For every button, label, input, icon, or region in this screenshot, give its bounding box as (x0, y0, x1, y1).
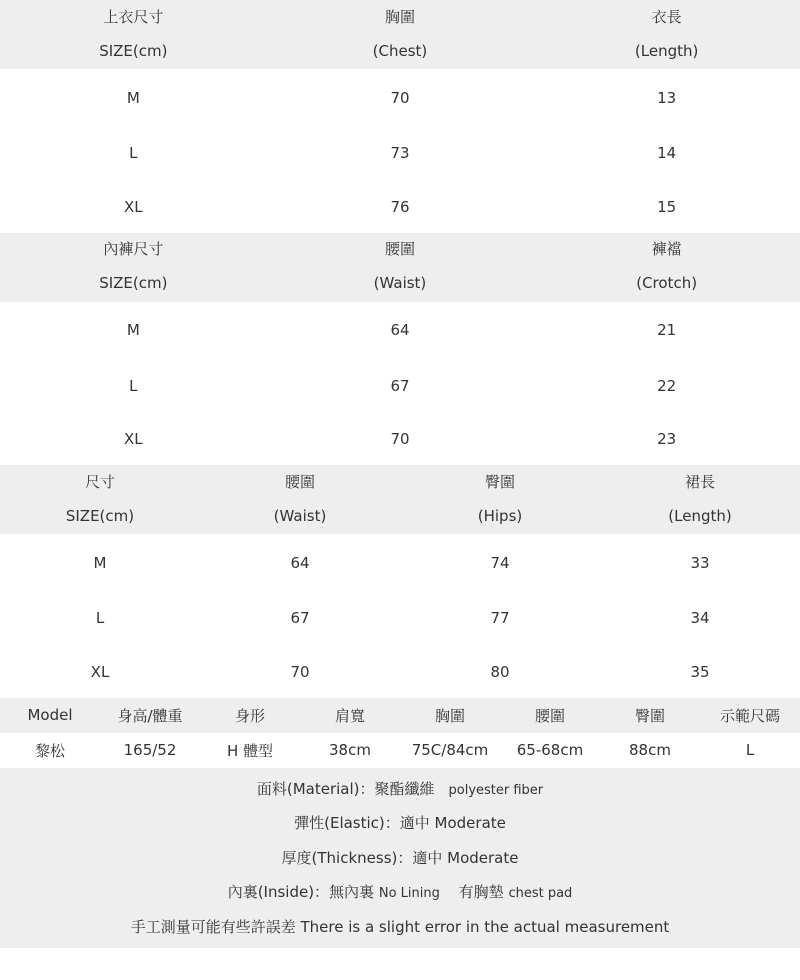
chest-pad-label: 有胸墊 (458, 883, 504, 901)
table-cell: 76 (390, 197, 410, 216)
table-cell: 21 (657, 321, 677, 339)
table-header-row (0, 497, 800, 534)
header-cell: 內褲尺寸 (103, 240, 164, 258)
table-row (0, 646, 800, 698)
table-header-row (0, 465, 800, 497)
table-header-row (0, 265, 800, 302)
table-cell: 黎松 (34, 741, 65, 760)
table-cell: 67 (290, 609, 310, 628)
table-cell: 33 (690, 553, 710, 572)
header-cell: 胸圍 (384, 7, 415, 26)
table-cell: L (129, 144, 138, 163)
table-cell: XL (124, 197, 143, 216)
model-value-row (0, 733, 800, 768)
table-cell: 34 (690, 609, 710, 628)
top-size-table (0, 0, 800, 233)
inside-line (0, 875, 800, 910)
table-cell: L (129, 376, 138, 395)
header-cell: (Waist) (273, 506, 327, 525)
inside-label: 內裏(Inside)：無內裏 (227, 883, 375, 901)
table-row (0, 126, 800, 181)
table-cell: 14 (657, 144, 677, 163)
table-cell: 73 (390, 144, 410, 163)
table-cell: 67 (390, 376, 410, 395)
table-row (0, 591, 800, 646)
material-info (0, 768, 800, 949)
chest-pad-english: chest pad (508, 886, 573, 901)
header-cell: SIZE(cm) (99, 274, 168, 292)
header-cell: 身形 (234, 706, 265, 725)
header-cell: (Length) (634, 41, 699, 60)
header-cell: 尺寸 (84, 472, 115, 491)
table-cell: XL (124, 430, 143, 448)
header-cell: 胸圍 (434, 706, 465, 725)
elastic-line: 彈性(Elastic)：適中 Moderate (294, 814, 506, 832)
measurement-note: 手工測量可能有些許誤差 There is a slight error in the actual measurement (130, 917, 670, 936)
table-row (0, 302, 800, 359)
table-cell: 23 (657, 430, 677, 448)
header-cell: 腰圍 (384, 240, 415, 258)
table-row (0, 359, 800, 414)
header-cell: 衣長 (651, 7, 682, 26)
skirt-size-table (0, 465, 800, 698)
table-cell: L (95, 609, 105, 628)
header-cell: (Chest) (372, 41, 428, 60)
table-cell: 22 (657, 376, 677, 395)
header-cell: SIZE(cm) (65, 506, 135, 525)
material-label: 面料(Material)：聚酯纖維 (256, 779, 435, 798)
table-cell: 88cm (629, 741, 671, 759)
table-cell: 165/52 (123, 741, 177, 759)
material-line (0, 772, 800, 807)
header-cell: 腰圍 (284, 472, 315, 491)
table-cell: H 體型 (226, 741, 274, 760)
header-cell: Model (27, 706, 73, 724)
bottom-spacer (0, 948, 800, 980)
table-cell: 35 (690, 662, 710, 681)
header-cell: 肩寬 (334, 706, 365, 725)
header-cell: 示範尺碼 (719, 706, 780, 725)
table-header-row (0, 233, 800, 265)
header-cell: 腰圍 (534, 706, 565, 725)
header-cell: 上衣尺寸 (103, 7, 164, 26)
table-row (0, 69, 800, 126)
table-cell: L (745, 741, 755, 759)
table-cell: 80 (490, 662, 510, 681)
header-cell: 身高/體重 (117, 706, 183, 725)
header-cell: 臀圍 (484, 472, 515, 491)
table-cell: XL (90, 662, 110, 681)
table-cell: 70 (390, 88, 410, 107)
table-cell: 38cm (329, 741, 371, 759)
table-cell: 74 (490, 553, 510, 572)
table-cell: 77 (490, 609, 510, 628)
model-table (0, 698, 800, 768)
header-cell: (Crotch) (636, 274, 698, 292)
table-cell: 13 (657, 88, 677, 107)
table-cell: 75C/84cm (411, 741, 489, 759)
table-cell: 70 (290, 662, 310, 681)
inside-english: No Lining (378, 886, 440, 901)
table-cell: M (93, 553, 107, 572)
table-cell: 15 (657, 197, 677, 216)
header-cell: SIZE(cm) (99, 41, 168, 60)
header-cell: 裙長 (684, 472, 715, 491)
table-row (0, 413, 800, 465)
table-cell: 64 (390, 321, 410, 339)
header-cell: (Length) (668, 506, 732, 525)
table-header-row (0, 32, 800, 69)
table-cell: M (126, 88, 140, 107)
header-cell: (Waist) (373, 274, 427, 292)
table-row (0, 534, 800, 591)
model-header-row (0, 698, 800, 733)
material-english: polyester fiber (448, 782, 544, 798)
table-row (0, 181, 800, 233)
table-cell: 64 (290, 553, 310, 572)
table-cell: 65-68cm (516, 741, 584, 759)
header-cell: 褲襠 (651, 240, 682, 258)
header-cell: (Hips) (477, 506, 523, 525)
table-cell: 70 (390, 430, 410, 448)
thickness-line: 厚度(Thickness)：適中 Moderate (281, 848, 519, 867)
bottom-size-table (0, 233, 800, 466)
header-cell: 臀圍 (634, 706, 665, 725)
table-cell: M (126, 321, 140, 339)
table-header-row (0, 0, 800, 32)
